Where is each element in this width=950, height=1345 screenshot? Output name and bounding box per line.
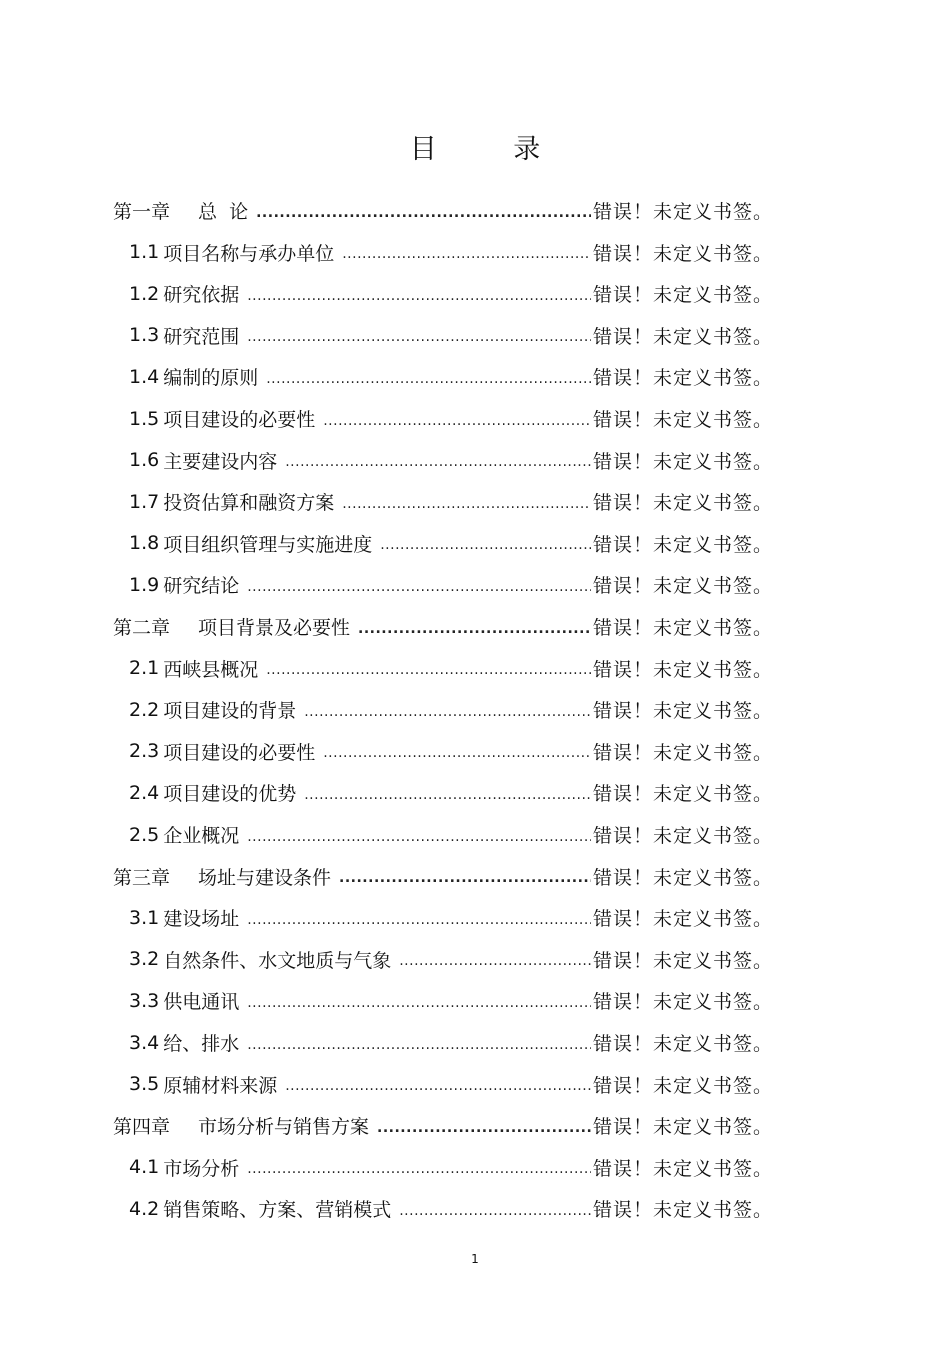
- toc-entry-number: 1.3: [129, 324, 160, 347]
- toc-section-entry[interactable]: [113, 564, 773, 605]
- toc-dot-leader: [247, 288, 591, 304]
- toc-entry-number: 第三章: [113, 866, 171, 889]
- toc-entry-label: 项目建设的必要性: [163, 741, 316, 764]
- toc-section-entry[interactable]: [113, 1022, 773, 1063]
- toc-dot-leader: [285, 454, 591, 470]
- toc-section-entry[interactable]: [113, 481, 773, 522]
- toc-entry-number: 第四章: [113, 1116, 171, 1139]
- toc-entry-pageref: 错误！未定义书签。: [592, 409, 773, 431]
- toc-entry-label: 市场分析与销售方案: [198, 1116, 370, 1139]
- toc-dot-leader: [247, 829, 591, 845]
- toc-entry-number: 1.1: [129, 241, 160, 264]
- toc-chapter-entry[interactable]: [113, 1105, 773, 1146]
- toc-entry-number: 4.2: [129, 1197, 160, 1220]
- toc-section-entry[interactable]: [113, 939, 773, 980]
- toc-dot-leader: [304, 704, 591, 720]
- toc-section-entry[interactable]: [113, 1147, 773, 1188]
- toc-dot-leader: [247, 912, 591, 928]
- toc-entry-label: 投资估算和融资方案: [163, 492, 335, 515]
- toc-dot-leader: [377, 1120, 591, 1136]
- toc-entry-pageref: 错误！未定义书签。: [592, 617, 773, 639]
- toc-entry-label: 项目名称与承办单位: [163, 242, 335, 265]
- toc-entry-pageref: 错误！未定义书签。: [592, 367, 773, 390]
- toc-entry-number: 1.4: [129, 365, 160, 388]
- toc-dot-leader: [256, 205, 591, 221]
- toc-dot-leader: [342, 246, 591, 262]
- toc-entry-number: 3.2: [129, 948, 160, 971]
- toc-entry-label: 供电通讯: [163, 991, 240, 1014]
- toc-entry-label: 项目建设的必要性: [163, 409, 316, 431]
- toc-entry-pageref: 错误！未定义书签。: [592, 783, 773, 806]
- toc-section-entry[interactable]: [113, 980, 773, 1021]
- toc-entry-pageref: 错误！未定义书签。: [592, 533, 773, 556]
- toc-entry-label: 市场分析: [163, 1157, 240, 1180]
- toc-dot-leader: [358, 621, 591, 637]
- toc-entry-label: 编制的原则: [163, 367, 259, 390]
- toc-entry-label: 项目组织管理与实施进度: [163, 533, 373, 556]
- toc-dot-leader: [323, 745, 591, 761]
- toc-section-entry[interactable]: [113, 897, 773, 938]
- toc-dot-leader: [247, 579, 591, 595]
- toc-entry-number: 3.4: [129, 1031, 160, 1054]
- toc-entry-number: 2.4: [129, 781, 160, 804]
- toc-entry-pageref: 错误！未定义书签。: [592, 284, 773, 307]
- toc-entry-number: 2.5: [129, 823, 160, 846]
- toc-section-entry[interactable]: [113, 232, 773, 273]
- toc-section-entry[interactable]: [113, 1188, 773, 1229]
- toc-entry-number: 1.9: [129, 573, 160, 596]
- toc-entry-label: 总 论: [198, 201, 249, 223]
- toc-entry-number: 3.3: [129, 989, 160, 1012]
- toc-entry-pageref: 错误！未定义书签。: [592, 1033, 773, 1055]
- toc-entry-pageref: 错误！未定义书签。: [592, 1116, 773, 1139]
- toc-entry-number: 4.1: [129, 1156, 160, 1179]
- toc-dot-leader: [399, 1203, 591, 1219]
- toc-entry-pageref: 错误！未定义书签。: [592, 991, 773, 1014]
- toc-entry-label: 研究结论: [163, 575, 240, 598]
- toc-chapter-entry[interactable]: [113, 606, 773, 647]
- toc-dot-leader: [304, 787, 591, 803]
- toc-entry-label: 研究范围: [163, 325, 240, 348]
- toc-entry-number: 1.8: [129, 532, 160, 555]
- toc-entry-number: 第二章: [113, 617, 171, 639]
- toc-dot-leader: [285, 1078, 591, 1094]
- toc-entry-pageref: 错误！未定义书签。: [592, 866, 773, 889]
- toc-dot-leader: [399, 953, 591, 969]
- toc-entry-number: 1.6: [129, 449, 160, 472]
- toc-entry-pageref: 错误！未定义书签。: [592, 1074, 773, 1097]
- toc-dot-leader: [247, 1037, 591, 1053]
- toc-entry-number: 2.2: [129, 698, 160, 721]
- toc-entry-label: 场址与建设条件: [198, 866, 332, 889]
- toc-chapter-entry[interactable]: [113, 190, 773, 231]
- toc-entry-label: 项目建设的背景: [163, 700, 297, 723]
- toc-title: 目 录: [409, 134, 575, 165]
- toc-section-entry[interactable]: [113, 814, 773, 855]
- toc-entry-label: 企业概况: [163, 825, 240, 847]
- toc-entry-pageref: 错误！未定义书签。: [592, 908, 773, 931]
- toc-entry-pageref: 错误！未定义书签。: [592, 242, 773, 265]
- toc-entry-label: 原辅材料来源: [163, 1074, 278, 1097]
- toc-section-entry[interactable]: [113, 648, 773, 689]
- toc-dot-leader: [342, 496, 591, 512]
- toc-dot-leader: [247, 329, 591, 345]
- toc-entry-number: 1.7: [129, 490, 160, 513]
- toc-entry-pageref: 错误！未定义书签。: [592, 492, 773, 515]
- toc-entry-number: 1.2: [129, 282, 160, 305]
- toc-entry-number: 1.5: [129, 407, 160, 430]
- toc-section-entry[interactable]: [113, 731, 773, 772]
- toc-entry-number: 2.1: [129, 657, 160, 680]
- toc-entry-pageref: 错误！未定义书签。: [592, 575, 773, 598]
- toc-entry-label: 研究依据: [163, 284, 240, 307]
- toc-entry-pageref: 错误！未定义书签。: [592, 700, 773, 723]
- toc-entry-label: 销售策略、方案、营销模式: [163, 1199, 392, 1222]
- toc-section-entry[interactable]: [113, 398, 773, 439]
- page-number: 1: [471, 1252, 479, 1266]
- toc-entry-pageref: 错误！未定义书签。: [592, 825, 773, 847]
- toc-entry-label: 主要建设内容: [163, 450, 278, 473]
- toc-section-entry[interactable]: [113, 1064, 773, 1105]
- toc-entry-pageref: 错误！未定义书签。: [592, 325, 773, 348]
- toc-section-entry[interactable]: [113, 772, 773, 813]
- toc-entry-pageref: 错误！未定义书签。: [592, 658, 773, 681]
- toc-entry-label: 项目建设的优势: [163, 783, 297, 806]
- toc-entry-pageref: 错误！未定义书签。: [592, 201, 773, 223]
- toc-dot-leader: [266, 371, 591, 387]
- toc-chapter-entry[interactable]: [113, 856, 773, 897]
- toc-section-entry[interactable]: [113, 689, 773, 730]
- toc-entry-label: 自然条件、水文地质与气象: [163, 949, 392, 972]
- toc-dot-leader: [323, 413, 591, 429]
- toc-entry-number: 2.3: [129, 740, 160, 763]
- toc-section-entry[interactable]: [113, 273, 773, 314]
- toc-entry-number: 3.1: [129, 906, 160, 929]
- toc-dot-leader: [380, 537, 591, 553]
- toc-entry-label: 项目背景及必要性: [198, 617, 351, 639]
- toc-section-entry[interactable]: [113, 315, 773, 356]
- toc-dot-leader: [266, 662, 591, 678]
- toc-entry-number: 第一章: [113, 201, 171, 223]
- toc-section-entry[interactable]: [113, 523, 773, 564]
- toc-section-entry[interactable]: [113, 440, 773, 481]
- toc-entry-pageref: 错误！未定义书签。: [592, 450, 773, 473]
- toc-entry-label: 给、排水: [163, 1033, 240, 1055]
- toc-entry-label: 西峡县概况: [163, 658, 259, 681]
- toc-entry-pageref: 错误！未定义书签。: [592, 1157, 773, 1180]
- toc-entry-pageref: 错误！未定义书签。: [592, 949, 773, 972]
- toc-entry-number: 3.5: [129, 1073, 160, 1096]
- toc-dot-leader: [247, 1161, 591, 1177]
- toc-entry-pageref: 错误！未定义书签。: [592, 1199, 773, 1222]
- toc-dot-leader: [247, 995, 591, 1011]
- toc-section-entry[interactable]: [113, 356, 773, 397]
- toc-entry-pageref: 错误！未定义书签。: [592, 741, 773, 764]
- toc-dot-leader: [339, 870, 591, 886]
- toc-entry-label: 建设场址: [163, 908, 240, 931]
